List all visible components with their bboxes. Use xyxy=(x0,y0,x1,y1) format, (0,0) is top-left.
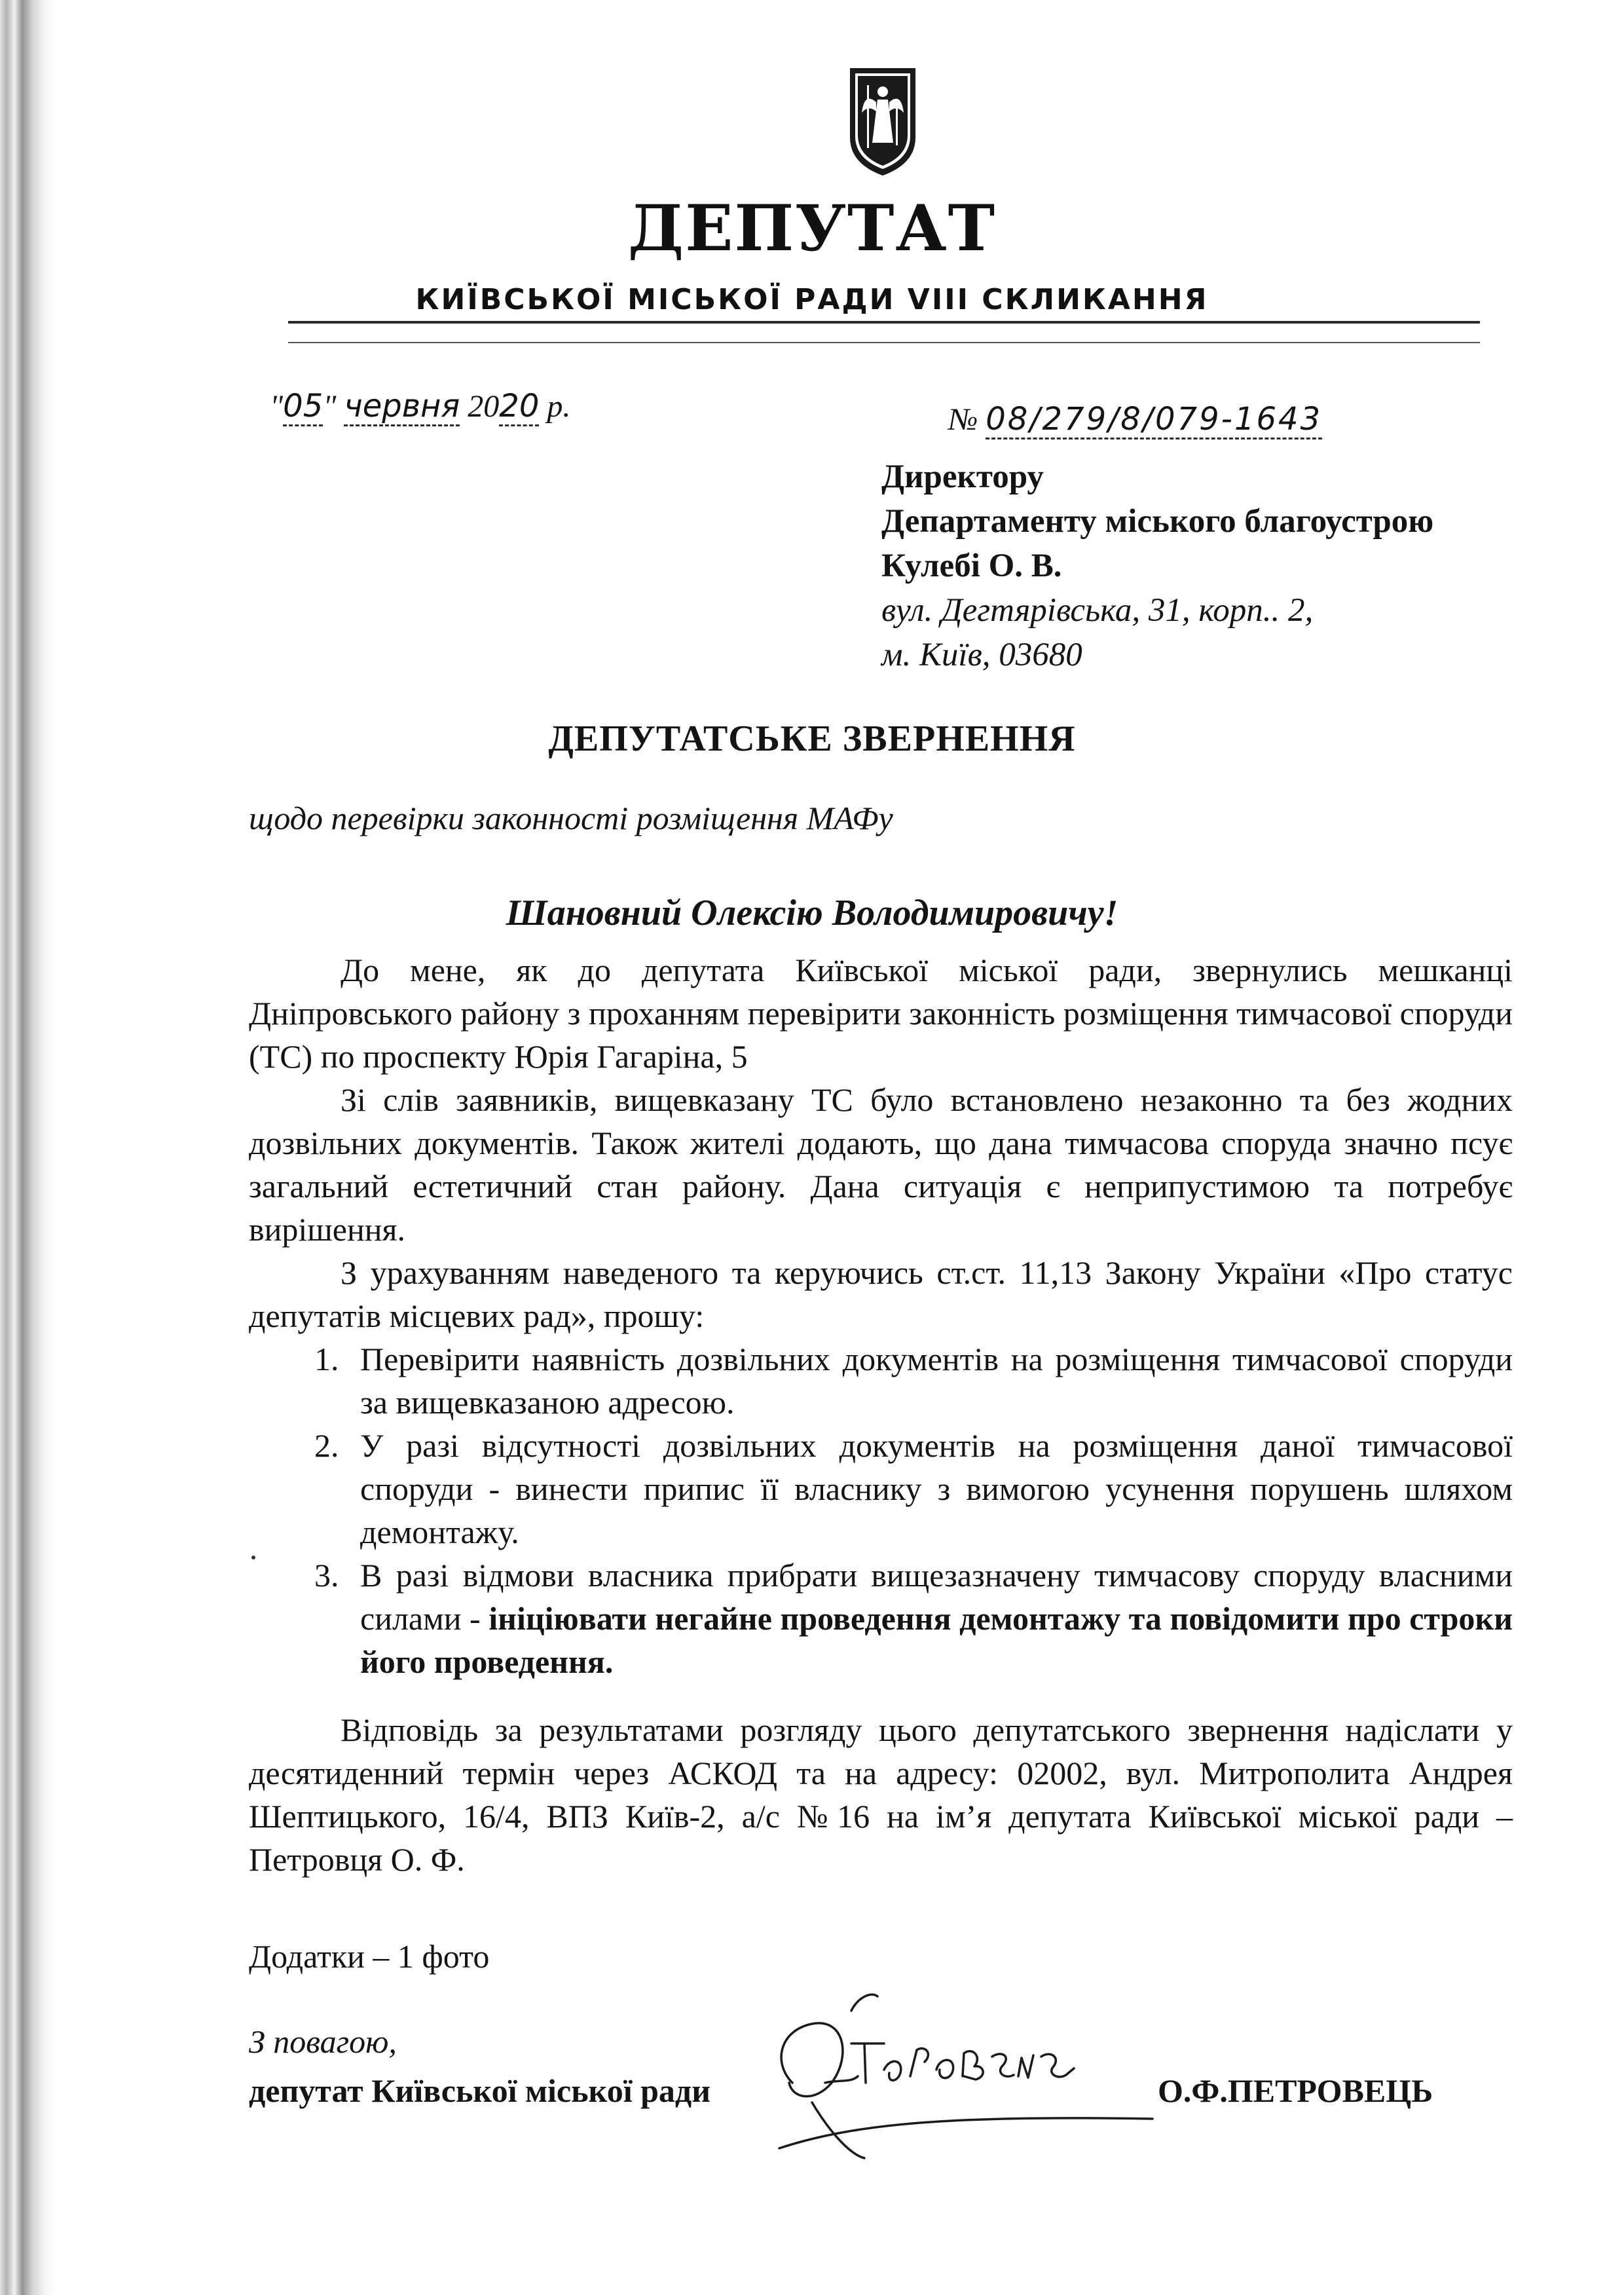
closing-regards: З повагою, xyxy=(249,2023,397,2060)
document-date: "05" червня 2020 р. xyxy=(270,388,570,424)
date-year-prefix: 20 xyxy=(468,389,500,424)
handwritten-signature xyxy=(753,1985,1159,2174)
addressee-name: Кулебі О. В. xyxy=(881,548,1062,584)
document-number xyxy=(948,401,1322,438)
number-value: 08/279/8/079-1643 xyxy=(986,401,1322,439)
header-divider-top xyxy=(288,321,1480,324)
body-paragraph-2: Зі слів заявників, вищевказану ТС було встановлено незаконно та без жодних дозвільних документів. Також жителі додають, що дана тимчасова споруда значно псує загальний естетичний стан району. Дана ситуація є неприпустимою та потребує вирішення. xyxy=(249,1081,1513,1248)
addressee-street: вул. Дегтярівська, 31, корп.. 2, xyxy=(881,592,1314,629)
header-subtitle: КИЇВСЬКОЇ МІСЬКОЇ РАДИ VIII СКЛИКАННЯ xyxy=(415,283,1209,316)
reply-instructions: Відповідь за результатами розгляду цього депутатського звернення надіслати у десятиденний термін через АСКОД та на адресу: 02002, вул. Митрополита Андрея Шептицького, 16/4, ВПЗ Київ-2, а/с №16 на ім’я депутата Київської міської ради – Петровця О. Ф. xyxy=(249,1711,1513,1878)
addressee-position: Директору xyxy=(881,458,1044,495)
number-label: № xyxy=(948,402,978,437)
attachments-note: Додатки – 1 фото xyxy=(249,1938,490,1975)
addressee-block xyxy=(881,455,1433,677)
request-item-3 xyxy=(347,1554,1513,1683)
request-item-3-text: В разі відмови власника прибрати вищезазначену тимчасову споруду власними силами - xyxy=(360,1557,1513,1637)
request-list xyxy=(249,1337,1513,1683)
signatory-role: депутат Київської міської ради xyxy=(249,2072,711,2109)
request-item-1: 1. Перевірити наявність дозвільних документів на розміщення тимчасової споруди за вищевказаною адресою. xyxy=(347,1337,1513,1424)
letter-body xyxy=(249,948,1513,1683)
header-title: ДЕПУТАТ xyxy=(627,191,997,265)
signatory-name: О.Ф.ПЕТРОВЕЦЬ xyxy=(1158,2072,1433,2109)
scan-edge-shadow xyxy=(0,0,58,2295)
body-paragraph-3: З урахуванням наведеного та керуючись ст.ст. 11,13 Закону України «Про статус депутатів місцевих рад», прошу: xyxy=(249,1254,1513,1334)
addressee-city: м. Київ, 03680 xyxy=(881,637,1082,673)
date-month: червня xyxy=(344,388,460,426)
request-item-2: 2. У разі відсутності дозвільних документів на розміщення даної тимчасової споруди - винести припис її власнику з вимогою усунення порушень шляхом демонтажу. xyxy=(347,1424,1513,1554)
addressee-department: Департаменту міського благоустрою xyxy=(881,503,1434,540)
salutation: Шановний Олексію Володимировичу! xyxy=(506,893,1118,933)
date-year-suffix: 20 xyxy=(499,388,539,426)
subject-line: щодо перевірки законності розміщення МАФу xyxy=(249,800,893,836)
kyiv-coat-of-arms-icon xyxy=(847,65,918,178)
body-paragraph-1: До мене, як до депутата Київської міської ради, звернулись мешканці Дніпровського району з проханням перевірити законність розміщення тимчасової споруди (ТС) по проспекту Юрія Гагаріна, 5 xyxy=(249,952,1513,1075)
date-day: 05 xyxy=(283,388,323,426)
scan-speck xyxy=(251,1556,255,1559)
document-title: ДЕПУТАТСЬКЕ ЗВЕРНЕННЯ xyxy=(548,718,1076,759)
date-suffix: р. xyxy=(547,389,571,424)
request-item-3-emphasis: ініціювати негайне проведення демонтажу та повідомити про строки його проведення. xyxy=(360,1600,1513,1680)
header-divider-bottom xyxy=(288,342,1480,343)
